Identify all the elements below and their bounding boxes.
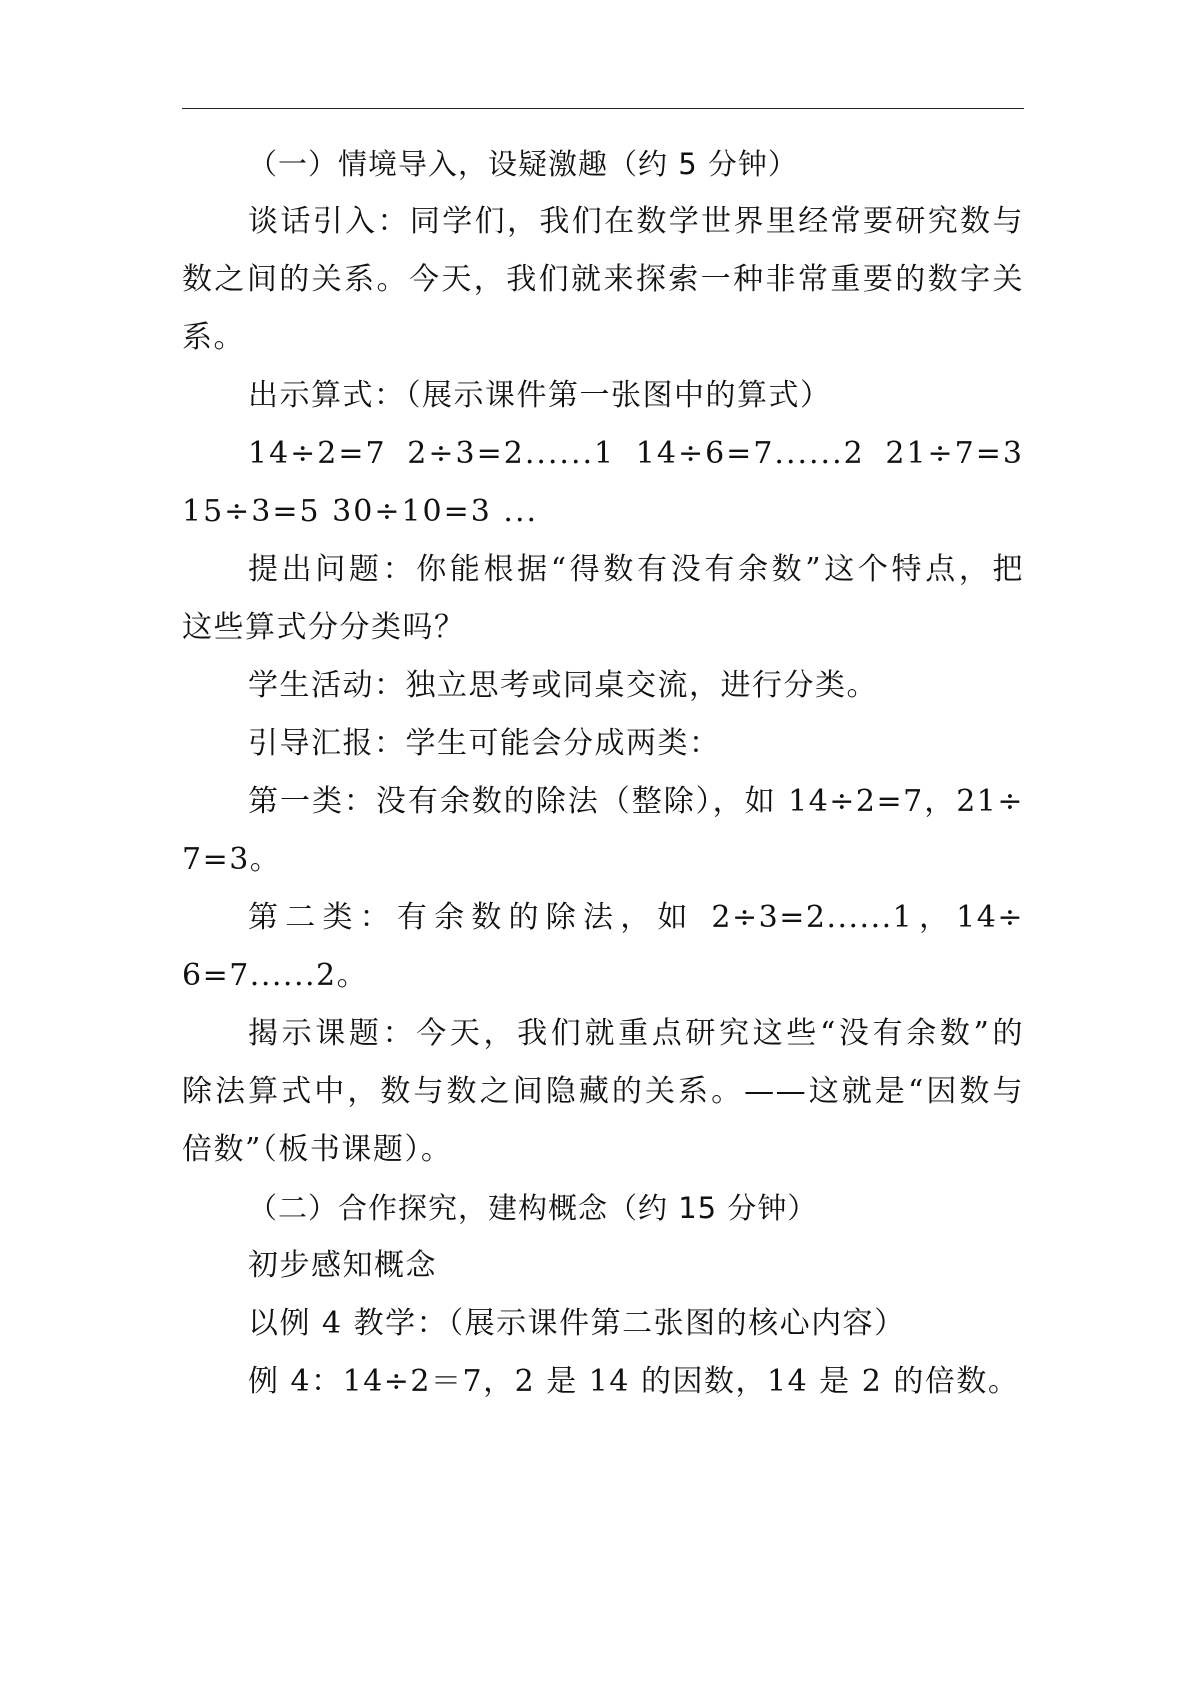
- section-2-heading: （二）合作探究，建构概念（约 15 分钟）: [248, 1191, 818, 1225]
- class-two-line-1: 第二类：有余数的除法，如 2÷3=2......1，14÷: [248, 900, 1024, 935]
- guided-report-line: 引导汇报：学生可能会分成两类：: [248, 726, 721, 761]
- question-line-1: 提出问题：你能根据“得数有没有余数”这个特点，把: [248, 552, 1024, 587]
- subsection-title: 初步感知概念: [248, 1248, 437, 1283]
- example-line: 例 4：14÷2＝7，2 是 14 的因数，14 是 2 的倍数。: [248, 1364, 1020, 1399]
- show-formulas-line: 出示算式：（展示课件第一张图中的算式）: [248, 378, 832, 413]
- intro-paragraph-line-2: 数之间的关系。今天，我们就来探索一种非常重要的数字关: [182, 262, 1024, 297]
- intro-paragraph-line-3: 系。: [182, 320, 245, 355]
- example-intro-line: 以例 4 教学：（展示课件第二张图的核心内容）: [248, 1306, 906, 1341]
- class-one-line-2: 7=3。: [182, 842, 282, 877]
- header-rule: [182, 108, 1024, 109]
- class-two-line-2: 6=7......2。: [182, 958, 369, 993]
- intro-paragraph-line-1: 谈话引入：同学们，我们在数学世界里经常要研究数与: [248, 204, 1024, 239]
- question-line-2: 这些算式分分类吗？: [182, 610, 466, 645]
- reveal-topic-line-2: 除法算式中，数与数之间隐藏的关系。——这就是“因数与: [182, 1074, 1024, 1109]
- formulas-line-1: 14÷2=7 2÷3=2......1 14÷6=7......2 21÷7=3: [248, 436, 1024, 471]
- student-activity-line: 学生活动：独立思考或同桌交流，进行分类。: [248, 668, 878, 703]
- class-one-line-1: 第一类：没有余数的除法（整除），如 14÷2=7，21÷: [248, 784, 1024, 819]
- reveal-topic-line-3: 倍数”（板书课题）。: [182, 1132, 453, 1167]
- section-1-heading: （一）情境导入，设疑激趣（约 5 分钟）: [248, 147, 798, 181]
- reveal-topic-line-1: 揭示课题：今天，我们就重点研究这些“没有余数”的: [248, 1016, 1024, 1051]
- formulas-line-2: 15÷3=5 30÷10=3 ...: [182, 494, 539, 529]
